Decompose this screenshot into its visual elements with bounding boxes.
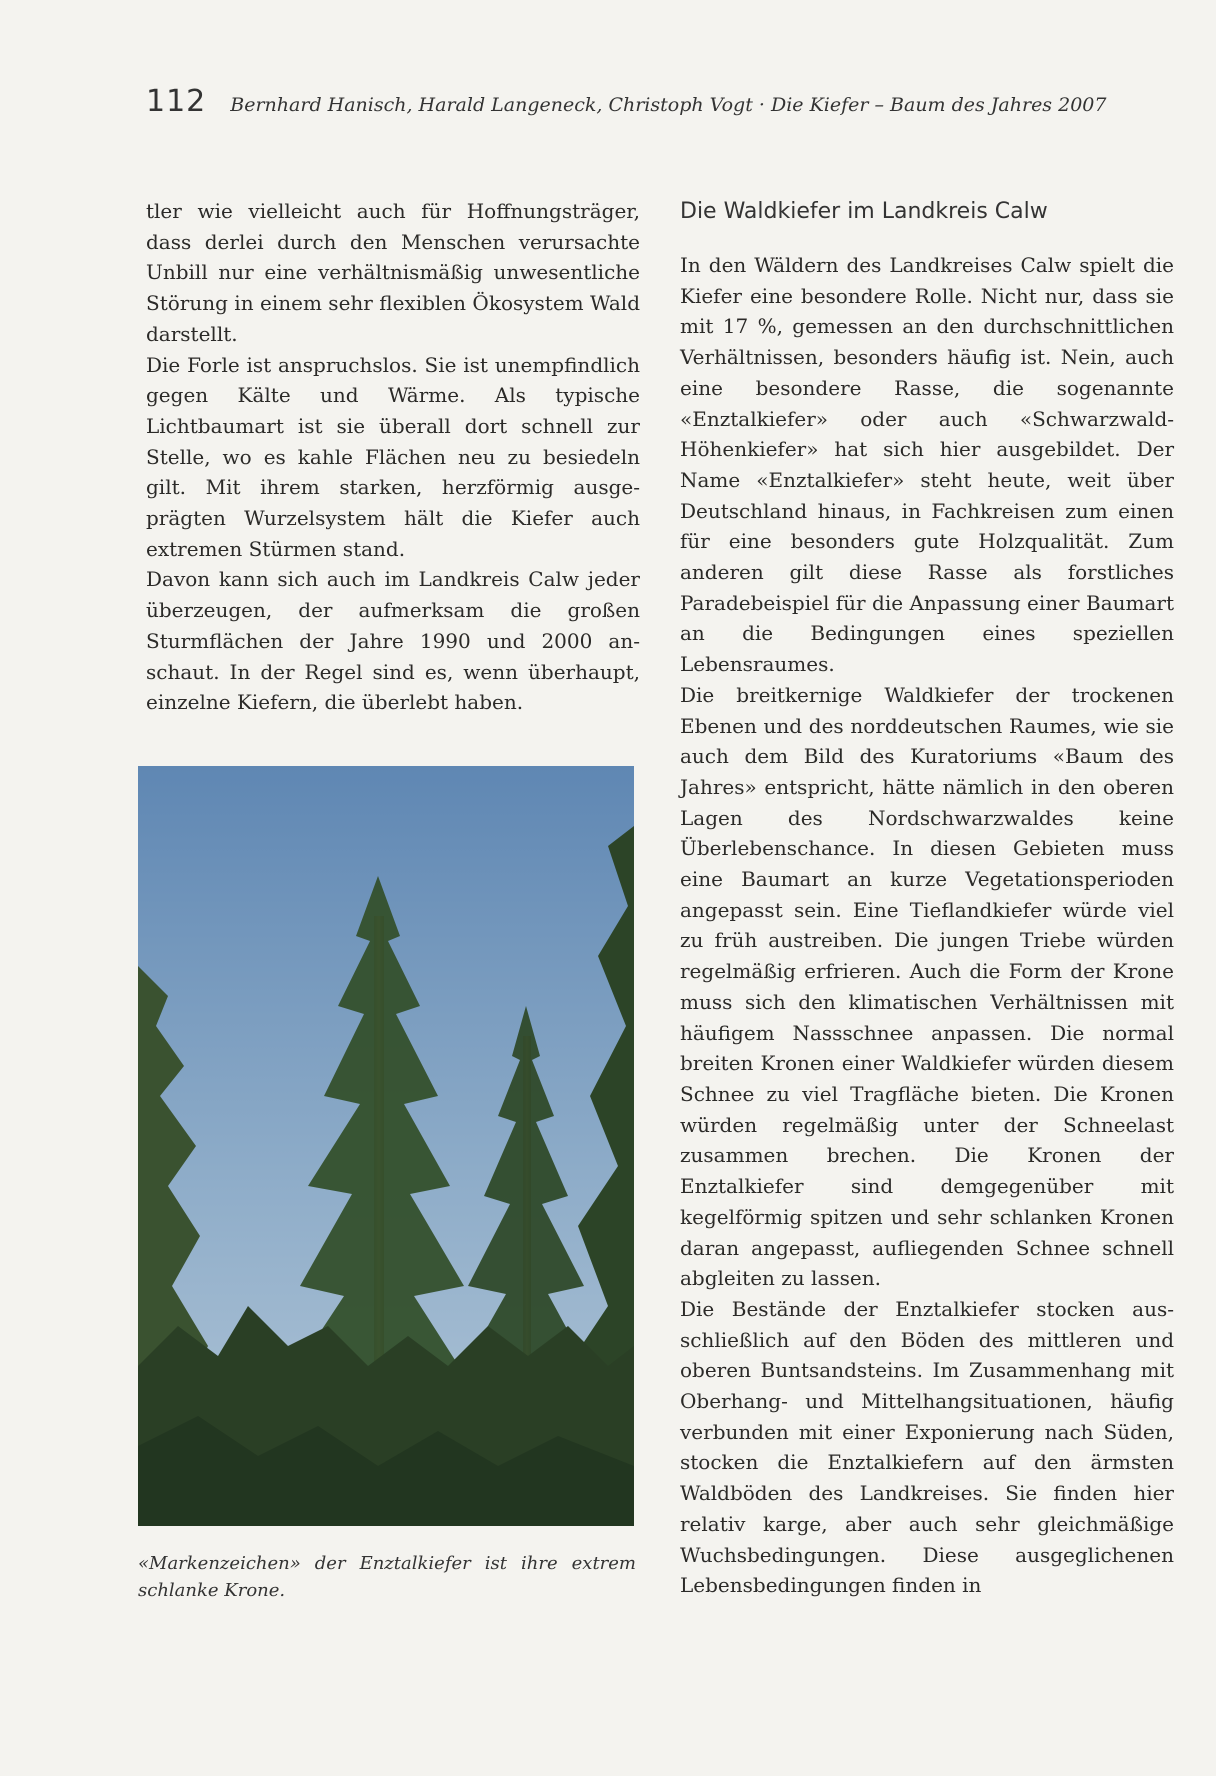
section-heading: Die Waldkiefer im Landkreis Calw bbox=[680, 199, 1048, 224]
figure-caption: «Markenzeichen» der Enztalkiefer ist ihre extrem schlanke Krone. bbox=[138, 1553, 636, 1601]
paragraph: Die breitkernige Waldkiefer der trockenen Ebenen und des norddeutschen Raumes, wie sie auch dem Bild des Kuratoriums «Baum des Jahres» entspricht, hätte nämlich in den oberen Lagen des Nordschwarzwaldes keine Überlebenschance. In diesen Gebieten muss eine Baumart an kurze Vegetationsperioden angepasst sein. Eine Tieflandkiefer würde viel zu früh austreiben. Die jungen Triebe würden regelmäßig erfrieren. Auch die Form der Krone muss sich den klimatischen Verhältnissen mit häufigem Nassschnee anpassen. Die normal breiten Kronen einer Waldkiefer würden diesem Schnee zu viel Tragfläche bieten. Die Kronen würden regelmäßig unter der Schneelast zusammen brechen. Die Kronen der Enztalkiefer sind demgegenüber mit kegelförmig spitzen und sehr schlanken Kronen daran angepasst, aufliegenden Schnee schnell abgleiten zu lassen. bbox=[680, 682, 1174, 1291]
paragraph: Die Forle ist anspruchslos. Sie ist unempfindlich gegen Kälte und Wärme. Als typische Lichtbaumart ist sie überall dort schnell zur Stelle, wo es kahle Flächen neu zu besiedeln gilt. Mit ihrem starken, herzförmig ausgeprägten Wurzelsystem hält die Kiefer auch extremen Stürmen stand. bbox=[146, 352, 640, 561]
paragraph: Die Bestände der Enztalkiefer stocken ausschließlich auf den Böden des mittleren und oberen Buntsandsteins. Im Zusammenhang mit Oberhang- und Mittelhangsituationen, häufig verbunden mit einer Exponierung nach Süden, stocken die Enztalkiefern auf den ärmsten Waldböden des Landkreises. Sie finden hier relativ karge, aber auch sehr gleichmäßige Wuchsbedingungen. Diese ausgeglichenen Lebensbedingungen finden in bbox=[680, 1296, 1174, 1598]
left-column bbox=[146, 196, 640, 718]
paragraph: Davon kann sich auch im Landkreis Calw jeder überzeugen, der aufmerksam die großen Sturmflächen der Jahre 1990 und 2000 anschaut. In der Regel sind es, wenn überhaupt, einzelne Kiefern, die überlebt haben. bbox=[146, 567, 640, 715]
paragraph: In den Wäldern des Landkreises Calw spielt die Kiefer eine besondere Rolle. Nicht nur, dass sie mit 17 %, gemessen an den durchschnittlichen Verhältnissen, besonders häufig ist. Nein, auch eine besondere Rasse, die sogenannte «Enztalkiefer» oder auch «Schwarzwald-Höhenkiefer» hat sich hier ausgebildet. Der Name «Enztalkiefer» steht heute, weit über Deutschland hinaus, in Fachkreisen zum einen für eine besonders gute Holzqualität. Zum anderen gilt diese Rasse als forstliches Paradebeispiel für die Anpassung einer Baumart an die Bedingungen eines speziellen Lebensraumes. bbox=[680, 253, 1174, 677]
paragraph: tler wie vielleicht auch für Hoffnungsträger, dass derlei durch den Menschen verursachte Unbill nur eine verhältnismäßig unwesentliche Störung in einem sehr flexiblen Ökosystem Wald darstellt. bbox=[146, 199, 640, 346]
page-header bbox=[146, 84, 1146, 119]
pine-trees-photo bbox=[138, 766, 634, 1526]
page-number: 112 bbox=[146, 84, 207, 119]
running-head: Bernhard Hanisch, Harald Langeneck, Christoph Vogt · Die Kiefer – Baum des Jahres 2007 bbox=[230, 94, 1107, 116]
right-column bbox=[680, 196, 1174, 1601]
